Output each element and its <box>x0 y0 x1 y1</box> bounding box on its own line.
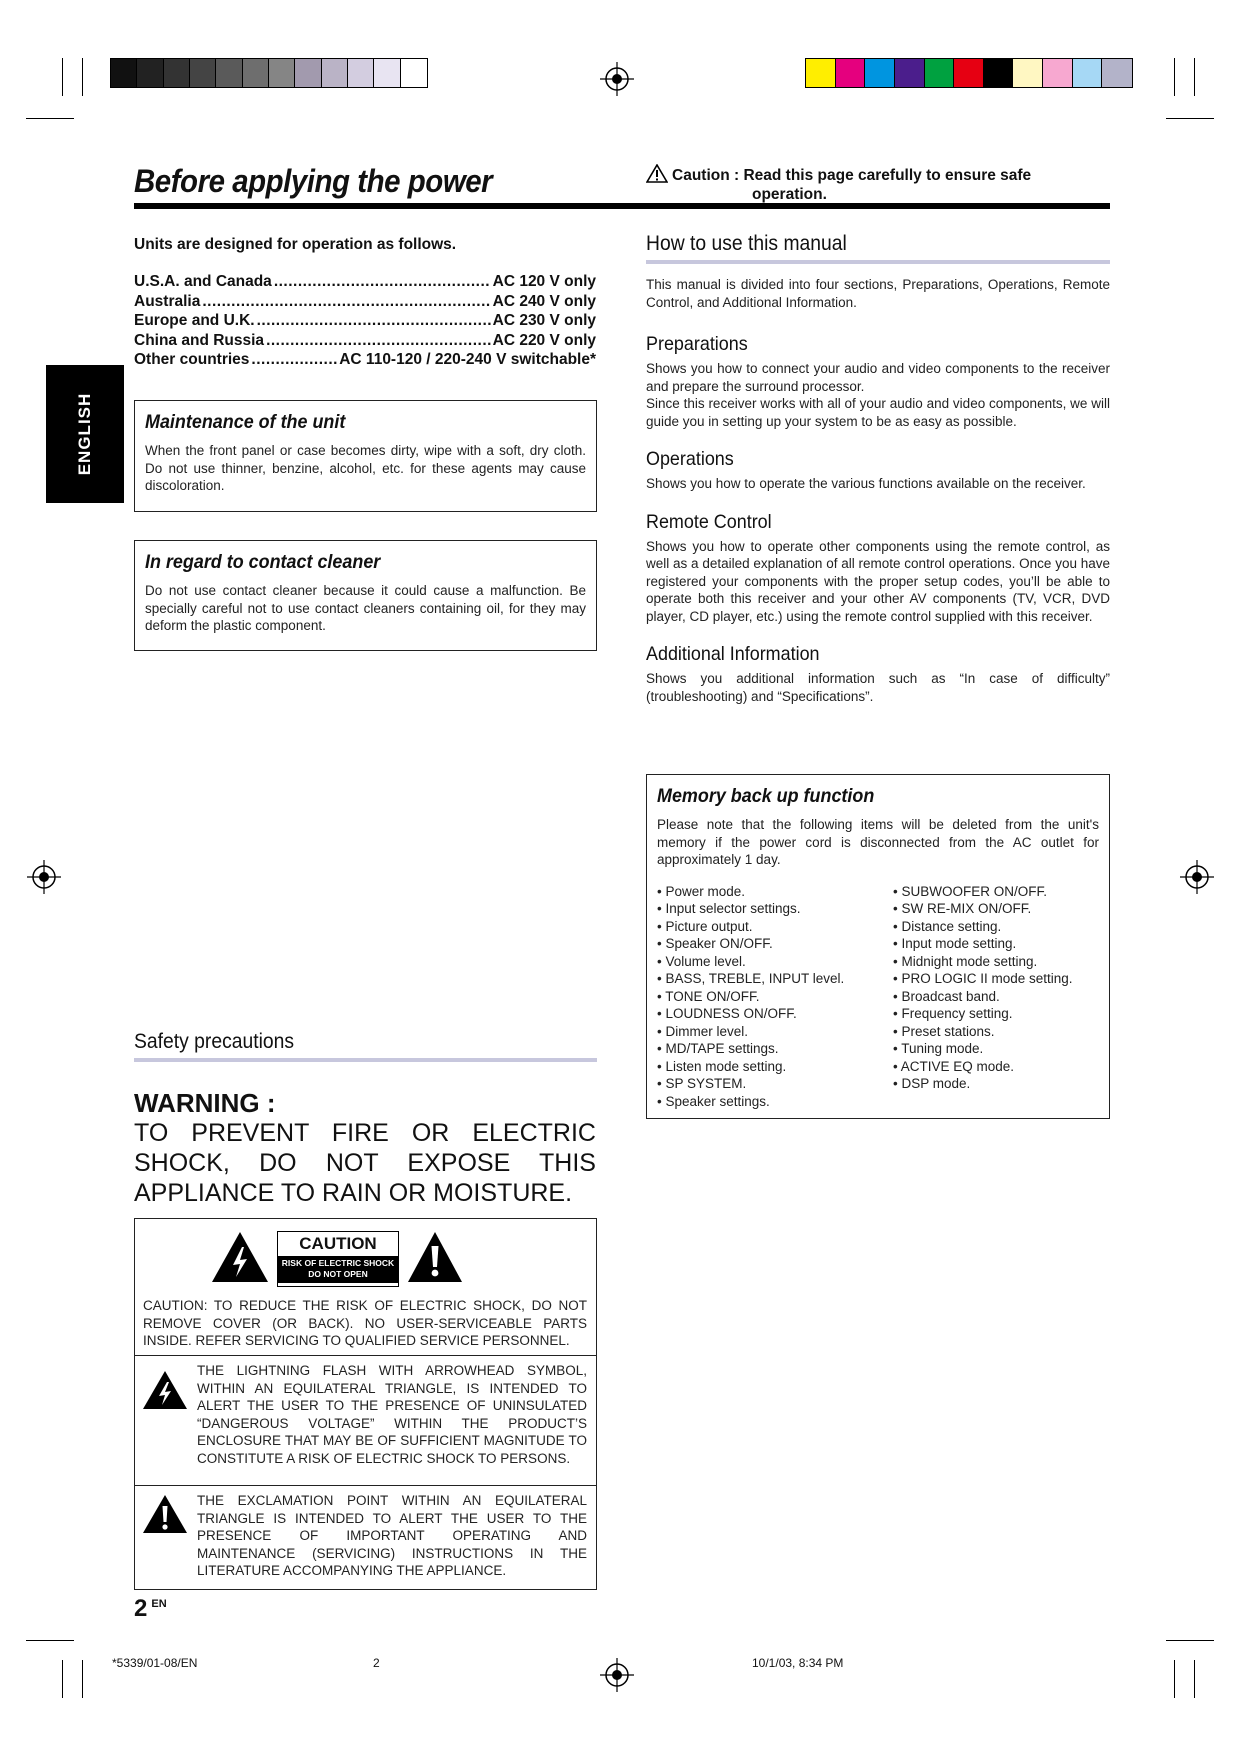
header-rule <box>134 203 1110 209</box>
maintenance-text: When the front panel or case becomes dirty, wipe with a soft, dry cloth. Do not use thinner, benzine, alcohol, etc. for these agents may cause discoloration. <box>145 443 586 493</box>
memory-item: • Frequency setting. <box>893 1005 1073 1023</box>
manual-section <box>646 232 1110 705</box>
warning-text: TO PREVENT FIRE OR ELECTRIC SHOCK, DO NOT EXPOSE THIS APPLIANCE TO RAIN OR MOISTURE. <box>134 1119 596 1207</box>
calibration-swatch <box>836 59 866 87</box>
maintenance-box <box>134 400 597 512</box>
voltage-value: AC 230 V only <box>492 312 596 329</box>
crop-mark <box>1166 1640 1214 1641</box>
calibration-swatch <box>1043 59 1073 87</box>
memory-item: • Distance setting. <box>893 918 1073 936</box>
color-calibration-bar <box>805 58 1133 88</box>
caution-symbol-box <box>134 1218 597 1590</box>
calibration-swatch <box>295 59 321 87</box>
exclamation-row <box>135 1485 596 1590</box>
crop-mark <box>1174 1660 1175 1698</box>
caution-header <box>646 164 1106 204</box>
calibration-swatch <box>164 59 190 87</box>
manual-subsection-heading: Operations <box>646 448 734 470</box>
contact-cleaner-heading: In regard to contact cleaner <box>145 551 381 573</box>
warning-label: WARNING : <box>134 1088 276 1118</box>
voltage-region: Europe and U.K. <box>134 312 255 329</box>
memory-item: • Picture output. <box>657 918 893 936</box>
lightning-triangle-icon <box>142 1370 188 1410</box>
calibration-swatch <box>348 59 374 87</box>
manual-subsection-text: Shows you how to operate the various functions available on the receiver. <box>646 476 1086 491</box>
memory-item: • Broadcast band. <box>893 988 1073 1006</box>
memory-list-col1 <box>657 883 893 1111</box>
crop-mark <box>1166 118 1214 119</box>
calibration-swatch <box>865 59 895 87</box>
memory-items <box>657 883 1099 1111</box>
registration-mark-icon <box>600 1658 634 1692</box>
memory-backup-box <box>646 774 1110 1119</box>
caution-sublabel-line1: RISK OF ELECTRIC SHOCK <box>281 1258 395 1268</box>
calibration-swatch <box>1073 59 1103 87</box>
calibration-swatch <box>243 59 269 87</box>
page-title: Before applying the power <box>134 163 493 199</box>
memory-item: • DSP mode. <box>893 1075 1073 1093</box>
memory-item: • Tuning mode. <box>893 1040 1073 1058</box>
calibration-swatch <box>984 59 1014 87</box>
page-lang: EN <box>151 1598 167 1610</box>
exclamation-text: THE EXCLAMATION POINT WITHIN AN EQUILATERAL TRIANGLE IS INTENDED TO ALERT THE USER TO THE PRESENCE OF IMPORTANT OPERATING AND MAINTENANCE (SERVICING) INSTRUCTIONS IN THE LITERATURE ACCOMPANYING THE APPLIANCE. <box>197 1493 587 1578</box>
crop-mark <box>62 58 63 96</box>
memory-item: • Preset stations. <box>893 1023 1073 1041</box>
registration-mark-icon <box>600 62 634 96</box>
contact-cleaner-box <box>134 540 597 651</box>
voltage-value: AC 240 V only <box>492 292 596 310</box>
calibration-swatch <box>1102 59 1132 87</box>
calibration-swatch <box>216 59 242 87</box>
calibration-swatch <box>1013 59 1043 87</box>
calibration-swatch <box>401 59 427 87</box>
memory-item: • PRO LOGIC II mode setting. <box>893 970 1073 988</box>
memory-item: • MD/TAPE settings. <box>657 1040 893 1058</box>
crop-mark <box>82 1660 83 1698</box>
voltage-region: Australia <box>134 292 201 310</box>
footer-page: 2 <box>373 1656 380 1670</box>
caution-label-box <box>277 1231 399 1287</box>
page-number-value: 2 <box>134 1595 148 1622</box>
calibration-swatch <box>111 59 137 87</box>
voltage-row <box>134 272 596 292</box>
language-tab <box>46 365 124 503</box>
memory-item: • Listen mode setting. <box>657 1058 893 1076</box>
memory-item: • Midnight mode setting. <box>893 953 1073 971</box>
manual-subsection-heading: Preparations <box>646 333 748 355</box>
caution-sublabel-line2: DO NOT OPEN <box>308 1269 368 1279</box>
manual-subsection-text: Shows you additional information such as “In case of difficulty” (troubleshooting) and “Specifications”. <box>646 671 1110 704</box>
voltage-value: AC 120 V only <box>492 273 596 290</box>
crop-mark <box>82 58 83 96</box>
manual-subsection-heading: Additional Information <box>646 643 820 665</box>
exclamation-triangle-icon <box>407 1231 463 1283</box>
voltage-row <box>134 311 596 331</box>
voltage-value: AC 110-120 / 220-240 V switchable* <box>339 351 596 368</box>
manual-subsection <box>646 643 1110 705</box>
dot-leader <box>202 292 490 312</box>
language-tab-label: ENGLISH <box>75 392 94 476</box>
memory-item: • ACTIVE EQ mode. <box>893 1058 1073 1076</box>
dot-leader <box>274 272 491 292</box>
page-number <box>134 1595 167 1623</box>
voltage-region: China and Russia <box>134 331 265 349</box>
manual-intro: This manual is divided into four sections, Preparations, Operations, Remote Control, and Additional Information. <box>646 277 1110 310</box>
manual-subsection <box>646 511 1110 626</box>
voltage-row <box>134 331 596 351</box>
calibration-swatch <box>374 59 400 87</box>
memory-item: • SW RE-MIX ON/OFF. <box>893 900 1073 918</box>
caution-text: CAUTION: TO REDUCE THE RISK OF ELECTRIC SHOCK, DO NOT REMOVE COVER (OR BACK). NO USER-SERVICEABLE PARTS INSIDE. REFER SERVICING TO QUALIFIED SERVICE PERSONNEL. <box>143 1298 587 1348</box>
crop-mark <box>1194 1660 1195 1698</box>
memory-item: • TONE ON/OFF. <box>657 988 893 1006</box>
calibration-swatch <box>895 59 925 87</box>
manual-subsection-text: Shows you how to operate other components using the remote control, as well as a detailed explanation of all remote control operations. Once you have registered your components with the proper setup codes, you’ll be able to operate both this receiver and your other AV components (TV, VCR, DVD player, CD player, etc.) using the remote control supplied with this receiver. <box>646 538 1110 624</box>
manual-subsection <box>646 448 1110 493</box>
voltage-row <box>134 292 596 312</box>
safety-rule <box>134 1058 597 1062</box>
dot-leader <box>251 350 337 370</box>
exclamation-triangle-icon <box>142 1494 188 1534</box>
dot-leader <box>266 331 491 351</box>
lightning-text: THE LIGHTNING FLASH WITH ARROWHEAD SYMBOL, WITHIN AN EQUILATERAL TRIANGLE, IS INTENDED TO ALERT THE USER TO THE PRESENCE OF UNINSULATED “DANGEROUS VOLTAGE” WITHIN THE PRODUCT’S ENCLOSURE THAT MAY BE OF SUFFICIENT MAGNITUDE TO CONSTITUTE A RISK OF ELECTRIC SHOCK TO PERSONS. <box>197 1363 587 1466</box>
crop-mark <box>1194 58 1195 96</box>
calibration-swatch <box>269 59 295 87</box>
calibration-swatch <box>925 59 955 87</box>
crop-mark <box>26 118 74 119</box>
memory-heading: Memory back up function <box>657 785 875 807</box>
memory-item: • Dimmer level. <box>657 1023 893 1041</box>
contact-cleaner-text: Do not use contact cleaner because it could cause a malfunction. Be specially careful not to use contact cleaners containing oil, for they may deform the plastic component. <box>145 583 586 633</box>
manual-subsection-heading: Remote Control <box>646 510 772 533</box>
calibration-swatch <box>806 59 836 87</box>
crop-mark <box>62 1660 63 1698</box>
calibration-swatch <box>322 59 348 87</box>
caution-header-line1: Caution : Read this page carefully to ensure safe <box>672 167 1032 184</box>
voltage-row <box>134 350 596 370</box>
maintenance-heading: Maintenance of the unit <box>145 411 346 433</box>
memory-item: • SUBWOOFER ON/OFF. <box>893 883 1073 901</box>
memory-item: • Volume level. <box>657 953 893 971</box>
memory-item: • Input selector settings. <box>657 900 893 918</box>
memory-item: • Power mode. <box>657 883 893 901</box>
calibration-swatch <box>190 59 216 87</box>
grayscale-calibration-bar <box>110 58 428 88</box>
footer-date: 10/1/03, 8:34 PM <box>752 1656 844 1670</box>
voltage-region: Other countries <box>134 351 250 368</box>
memory-item: • BASS, TREBLE, INPUT level. <box>657 970 893 988</box>
registration-mark-icon <box>27 860 61 894</box>
footer-code: *5339/01-08/EN <box>112 1656 198 1670</box>
safety-heading: Safety precautions <box>134 1030 295 1053</box>
calibration-swatch <box>137 59 163 87</box>
lightning-row <box>135 1355 596 1484</box>
memory-intro: Please note that the following items will be deleted from the unit's memory if the power cord is disconnected from the AC outlet for approximately 1 day. <box>657 817 1099 867</box>
voltage-region: U.S.A. and Canada <box>134 273 272 290</box>
voltage-value: AC 220 V only <box>492 331 596 349</box>
memory-item: • Speaker settings. <box>657 1093 893 1111</box>
memory-list-col2 <box>893 883 1073 1111</box>
manual-subsection-text: Shows you how to connect your audio and video components to the receiver and prepare the surround processor. <box>646 361 1110 394</box>
dot-leader <box>257 311 491 331</box>
caution-sublabel <box>278 1256 398 1283</box>
voltage-table <box>134 236 596 370</box>
memory-item: • LOUDNESS ON/OFF. <box>657 1005 893 1023</box>
safety-section-header <box>134 1030 597 1062</box>
crop-mark <box>26 1640 74 1641</box>
manual-subsection <box>646 333 1110 430</box>
memory-item: • Speaker ON/OFF. <box>657 935 893 953</box>
caution-header-line2: operation. <box>752 186 827 203</box>
calibration-swatch <box>954 59 984 87</box>
voltage-intro: Units are designed for operation as follows. <box>134 236 457 253</box>
manual-subsection-text: Since this receiver works with all of your audio and video components, we will guide you in setting up your system to be as easy as possible. <box>646 396 1110 429</box>
caution-label: CAUTION <box>299 1234 377 1253</box>
memory-item: • Input mode setting. <box>893 935 1073 953</box>
manual-rule <box>646 260 1110 264</box>
warning-triangle-icon <box>646 164 668 183</box>
manual-heading: How to use this manual <box>646 232 847 255</box>
lightning-triangle-icon <box>211 1231 269 1283</box>
registration-mark-icon <box>1180 860 1214 894</box>
crop-mark <box>1174 58 1175 96</box>
memory-item: • SP SYSTEM. <box>657 1075 893 1093</box>
